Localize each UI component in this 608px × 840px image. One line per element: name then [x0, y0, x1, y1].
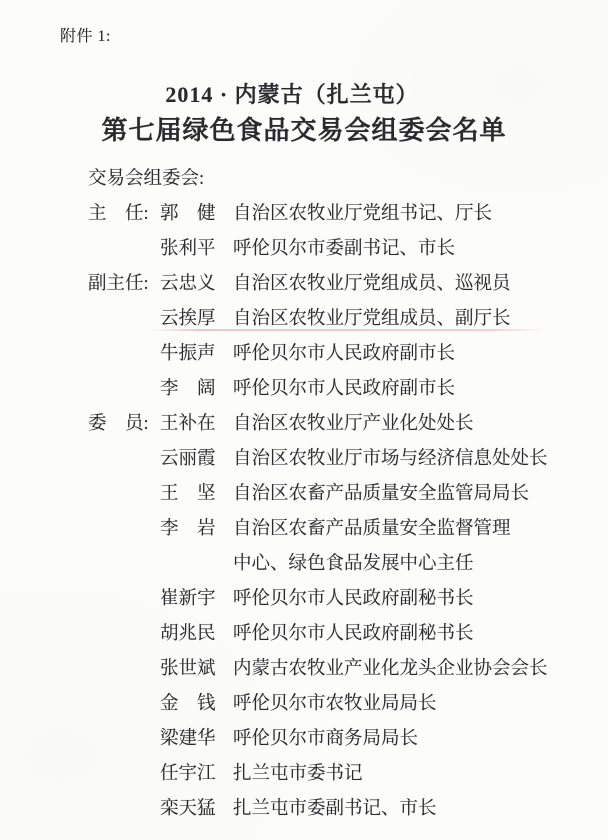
document-title-line2: 第七届绿色食品交易会组委会名单: [101, 116, 507, 145]
role-label: [88, 477, 160, 512]
member-title-cell: [233, 617, 578, 652]
member-title: 扎兰屯市委副书记、市长: [233, 799, 437, 819]
member-name: 云丽霞: [160, 449, 216, 469]
member-name: 金 钱: [160, 694, 216, 714]
committee-row: [88, 617, 578, 652]
committee-row: [88, 757, 578, 792]
role-label: [88, 442, 160, 477]
committee-row: [88, 792, 578, 827]
committee-row: [88, 687, 578, 722]
document-title-line1: 2014 · 内蒙古（扎兰屯）: [165, 82, 419, 107]
member-title: 自治区农畜产品质量安全监督管理: [233, 519, 511, 539]
member-title-cell: [233, 512, 578, 582]
member-title-cell: [233, 792, 578, 827]
member-name: 云挨厚: [160, 309, 216, 329]
section-label: 交易会组委会:: [88, 169, 205, 189]
member-name: 牛振声: [160, 344, 216, 364]
member-title-cell: [233, 722, 578, 757]
member-title-cell: [233, 197, 578, 232]
role-label: 主 任:: [88, 204, 149, 224]
member-title-cell: [233, 687, 578, 722]
role-label: [88, 722, 160, 757]
member-title: 自治区农牧业厅市场与经济信息处处长: [233, 449, 548, 469]
role-label: [88, 792, 160, 827]
member-title-cell: [233, 582, 578, 617]
member-title-cell: [233, 232, 578, 267]
member-title-cell: [233, 337, 578, 372]
member-name: 任宇江: [160, 764, 216, 784]
role-label: [88, 617, 160, 652]
member-name: 王 坚: [160, 484, 216, 504]
member-title-cell: [233, 372, 578, 407]
member-name: 张世斌: [160, 659, 216, 679]
role-label: [88, 302, 160, 337]
member-title-cell: [233, 757, 578, 792]
member-title: 呼伦贝尔市人民政府副市长: [233, 379, 456, 399]
role-label: [88, 757, 160, 792]
member-title-cell: [233, 652, 578, 687]
committee-row: [88, 477, 578, 512]
member-title-line2: 中心、绿色食品发展中心主任: [233, 554, 474, 574]
committee-row: [88, 197, 578, 232]
role-label: 副主任:: [88, 274, 149, 294]
member-title: 呼伦贝尔市商务局局长: [233, 729, 419, 749]
committee-roster: [88, 197, 578, 827]
member-title: 内蒙古农牧业产业化龙头企业协会会长: [233, 659, 548, 679]
member-title: 自治区农牧业厅产业化处处长: [233, 414, 474, 434]
member-name: 云忠义: [160, 274, 216, 294]
member-name: 梁建华: [160, 729, 216, 749]
member-title-cell: [233, 302, 578, 337]
committee-row: [88, 302, 578, 337]
member-title: 呼伦贝尔市人民政府副秘书长: [233, 624, 474, 644]
member-title: 自治区农畜产品质量安全监管局局长: [233, 484, 530, 504]
member-name: 郭 健: [160, 204, 216, 224]
committee-row: [88, 407, 578, 442]
member-name: 张利平: [160, 239, 216, 259]
committee-row: [88, 267, 578, 302]
committee-row: [88, 722, 578, 757]
role-label: 委 员:: [88, 414, 149, 434]
role-label: [88, 512, 160, 547]
member-title-cell: [233, 407, 578, 442]
member-title: 呼伦贝尔市人民政府副秘书长: [233, 589, 474, 609]
member-name: 胡兆民: [160, 624, 216, 644]
role-label: [88, 687, 160, 722]
role-label: [88, 582, 160, 617]
member-name: 栾天猛: [160, 799, 216, 819]
member-name: 李 阔: [160, 379, 216, 399]
committee-row: [88, 232, 578, 267]
attachment-label: 附件 1:: [60, 28, 111, 45]
role-label: [88, 232, 160, 267]
committee-row: [88, 442, 578, 477]
member-title-cell: [233, 267, 578, 302]
member-title-cell: [233, 477, 578, 512]
member-title: 呼伦贝尔市委副书记、市长: [233, 239, 456, 259]
member-title: 呼伦贝尔市农牧业局局长: [233, 694, 437, 714]
committee-row: [88, 512, 578, 582]
committee-row: [88, 337, 578, 372]
member-name: 李 岩: [160, 519, 216, 539]
member-title: 呼伦贝尔市人民政府副市长: [233, 344, 456, 364]
committee-row: [88, 372, 578, 407]
committee-row: [88, 582, 578, 617]
member-name: 崔新宇: [160, 589, 216, 609]
committee-row: [88, 652, 578, 687]
member-title: 自治区农牧业厅党组书记、厅长: [233, 204, 493, 224]
member-title: 自治区农牧业厅党组成员、巡视员: [233, 274, 511, 294]
member-title-cell: [233, 442, 578, 477]
role-label: [88, 372, 160, 407]
member-name: 王补在: [160, 414, 216, 434]
role-label: [88, 337, 160, 372]
role-label: [88, 652, 160, 687]
member-title: 扎兰屯市委书记: [233, 764, 363, 784]
member-title: 自治区农牧业厅党组成员、副厅长: [233, 309, 511, 329]
